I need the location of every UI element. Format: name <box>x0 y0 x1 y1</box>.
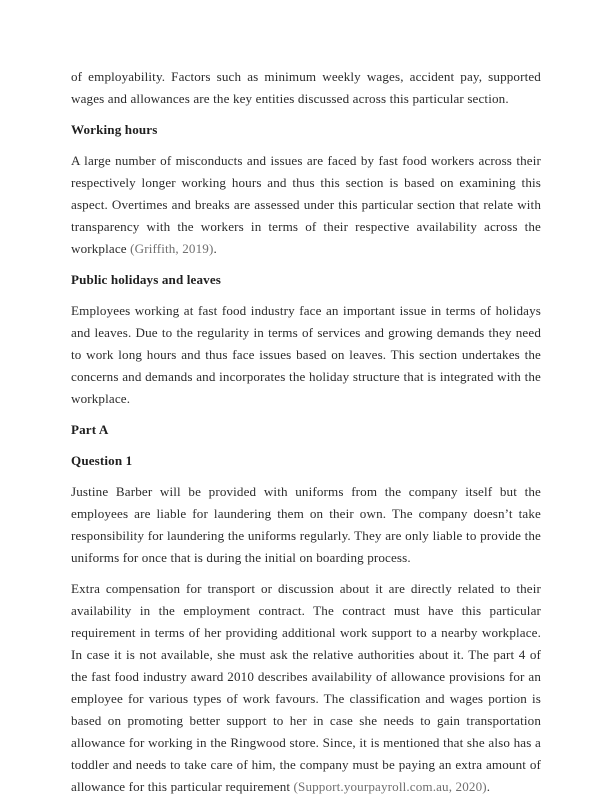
paragraph-text: A large number of misconducts and issues are faced by fast food workers across their respectively longer working hours and thus this section is based on examining this aspect. Overtimes and breaks are assessed under this particular section that relate with transparency with the workers in terms of their respective availability across the workplace <box>71 153 541 256</box>
paragraph-text: Extra compensation for transport or discussion about it are directly related to their availability in the employment contract. The contract must have this particular requirement in terms of her providing additional work support to a nearby workplace. In case it is not available, she must ask the relative authorities about it. The part 4 of the fast food industry award 2010 describes availability of allowance provisions for an employee for various types of work favours. The classification and wages portion is based on promoting better support to her in case she needs to gain transportation allowance for working in the Ringwood store. Since, it is mentioned that she also has a toddler and needs to take care of him, the company must be paying an extra amount of allowance for this particular requirement <box>71 581 541 794</box>
paragraph-justine-barber <box>71 481 541 569</box>
heading-part-a <box>71 419 541 441</box>
paragraph-text: of employability. Factors such as minimum weekly wages, accident pay, supported wages and allowances are the key entities discussed across this particular section. <box>71 69 541 106</box>
paragraph-text-tail: . <box>213 241 217 256</box>
paragraph-text-tail: . <box>486 779 491 794</box>
heading-text: Working hours <box>71 122 158 137</box>
document-content <box>71 66 541 798</box>
citation-support-yourpayroll: (Support.yourpayroll.com.au, 2020) <box>293 779 487 794</box>
heading-text: Question 1 <box>71 453 133 468</box>
paragraph-working-hours <box>71 150 541 260</box>
heading-text: Public holidays and leaves <box>71 272 222 287</box>
heading-working-hours <box>71 119 541 141</box>
paragraph-employability <box>71 66 541 110</box>
paragraph-text: Employees working at fast food industry face an important issue in terms of holidays and leaves. Due to the regularity in terms of services and growing demands they need to work long hours and thus face issues based on leaves. This section undertakes the concerns and demands and incorporates the holiday structure that is integrated with the workplace. <box>71 303 541 406</box>
heading-public-holidays <box>71 269 541 291</box>
paragraph-text: Justine Barber will be provided with uniforms from the company itself but the employees are liable for laundering them on their own. The company doesn’t take responsibility for laundering the uniforms regularly. They are only liable to provide the uniforms for once that is during the initial on boarding process. <box>71 484 541 565</box>
citation-griffith: (Griffith, 2019) <box>130 241 214 256</box>
paragraph-public-holidays <box>71 300 541 410</box>
heading-question-1 <box>71 450 541 472</box>
heading-text: Part A <box>71 422 109 437</box>
paragraph-extra-compensation <box>71 578 541 798</box>
